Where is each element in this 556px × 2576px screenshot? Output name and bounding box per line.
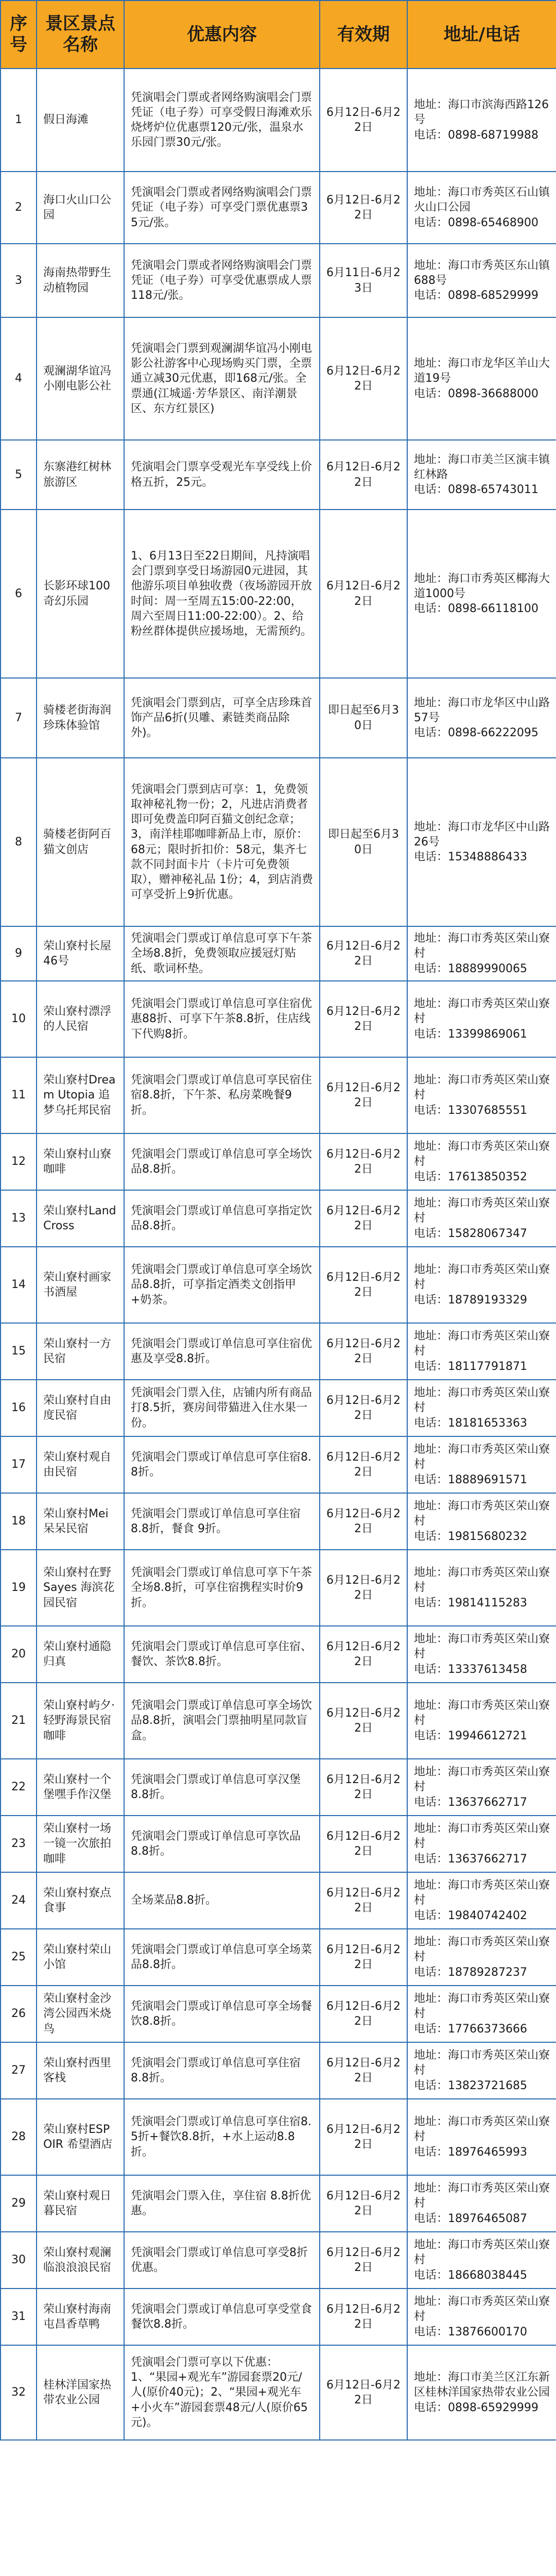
valid-period: 6月12日-6月22日 xyxy=(320,2042,407,2099)
scene-name: 海口火山口公园 xyxy=(37,172,124,244)
table-row xyxy=(1,1380,556,1436)
address-text: 地址：海口市秀英区荣山寮村 xyxy=(414,1566,550,1595)
scene-name: 荣山寮村观日暮民宿 xyxy=(37,2175,124,2232)
table-header-row xyxy=(1,1,556,69)
table-row xyxy=(1,2289,556,2345)
header-offer: 优惠内容 xyxy=(124,1,320,69)
valid-period: 6月12日-6月22日 xyxy=(320,1929,407,1986)
valid-period: 6月12日-6月22日 xyxy=(320,2345,407,2440)
scene-name: 荣山寮村荣山小馆 xyxy=(37,1929,124,1986)
contact-cell xyxy=(407,172,556,244)
address-text: 地址：海口市秀英区荣山寮村 xyxy=(414,1822,550,1851)
valid-period: 6月12日-6月22日 xyxy=(320,1626,407,1683)
phone-text: 电话：18976465993 xyxy=(414,2145,527,2159)
scene-name: 荣山寮村Mei 呆呆民宿 xyxy=(37,1493,124,1550)
scene-name: 荣山寮村画家书酒屋 xyxy=(37,1247,124,1323)
valid-period: 6月12日-6月22日 xyxy=(320,1683,407,1759)
valid-period: 6月12日-6月22日 xyxy=(320,1493,407,1550)
row-number: 29 xyxy=(1,2175,37,2232)
scene-name: 荣山寮村观自由民宿 xyxy=(37,1436,124,1493)
phone-text: 电话：13637662717 xyxy=(414,1795,527,1809)
row-number: 27 xyxy=(1,2042,37,2099)
table-row xyxy=(1,1247,556,1323)
offer-text: 凭演唱会门票入住，享住宿 8.8折优惠。 xyxy=(124,2175,320,2232)
row-number: 14 xyxy=(1,1247,37,1323)
row-number: 18 xyxy=(1,1493,37,1550)
table-row xyxy=(1,1986,556,2042)
offer-text: 凭演唱会门票或订单信息可享住宿8.8折。 xyxy=(124,1436,320,1493)
contact-cell xyxy=(407,2345,556,2440)
address-text: 地址：海口市秀英区荣山寮村 xyxy=(414,1633,550,1661)
row-number: 26 xyxy=(1,1986,37,2042)
scene-name: 荣山寮村ESPOIR 希望酒店 xyxy=(37,2099,124,2175)
scene-name: 荣山寮村一场一镜一次旅拍咖啡 xyxy=(37,1816,124,1872)
address-text: 地址：海口市龙华区中山路57号 xyxy=(414,696,550,724)
phone-text: 电话：18889691571 xyxy=(414,1473,527,1486)
valid-period: 6月12日-6月22日 xyxy=(320,172,407,244)
offer-text: 全场菜品8.8折。 xyxy=(124,1872,320,1929)
phone-text: 电话：18976465087 xyxy=(414,2212,527,2225)
contact-cell xyxy=(407,2175,556,2232)
valid-period: 6月12日-6月22日 xyxy=(320,317,407,440)
address-text: 地址：海口市秀英区荣山寮村 xyxy=(414,2049,550,2077)
row-number: 16 xyxy=(1,1380,37,1436)
offer-text: 凭演唱会门票或订单信息可享全场饮品8.8折，演唱会门票抽明星同款盲盒。 xyxy=(124,1683,320,1759)
offer-text: 凭演唱会门票或订单信息可享住宿 8.8折，餐食 9折。 xyxy=(124,1493,320,1550)
contact-cell xyxy=(407,1190,556,1247)
address-text: 地址：海口市秀英区荣山寮村 xyxy=(414,1879,550,1907)
row-number: 20 xyxy=(1,1626,37,1683)
scene-name: 荣山寮村寮点食事 xyxy=(37,1872,124,1929)
offer-text: 1、6月13日至22日期间，凡持演唱会门票到享受日场游园0元进园，其他游乐项目单独收费（夜场游园开放时间：周一至周五15:00-22:00，周六至周日11:00-22:00）。2、给粉丝群体提供应援场地，无需预约。 xyxy=(124,510,320,678)
offer-text: 凭演唱会门票或者网络购演唱会门票凭证（电子券）可享受假日海滩欢乐烧烤炉位优惠票120元/张，温泉水乐园门票30元/张。 xyxy=(124,69,320,172)
phone-text: 电话：0898-68719988 xyxy=(414,128,538,142)
phone-text: 电话：19814115283 xyxy=(414,1596,527,1609)
row-number: 3 xyxy=(1,244,37,317)
contact-cell xyxy=(407,2099,556,2175)
phone-text: 电话：13337613458 xyxy=(414,1663,527,1676)
address-text: 地址：海口市美兰区江东新区桂林洋国家热带农业公园 xyxy=(414,2371,550,2399)
address-text: 地址：海口市秀英区荣山寮村 xyxy=(414,997,550,1026)
valid-period: 6月12日-6月22日 xyxy=(320,926,407,981)
row-number: 19 xyxy=(1,1550,37,1626)
row-number: 21 xyxy=(1,1683,37,1759)
address-text: 地址：海口市秀英区荣山寮村 xyxy=(414,932,550,960)
contact-cell xyxy=(407,510,556,678)
address-text: 地址：海口市秀英区椰海大道1000号 xyxy=(414,572,550,600)
scene-name: 东寨港红树林旅游区 xyxy=(37,440,124,510)
address-text: 地址：海口市秀英区东山镇688号 xyxy=(414,259,550,287)
contact-cell xyxy=(407,69,556,172)
table-row xyxy=(1,1057,556,1133)
row-number: 8 xyxy=(1,758,37,926)
row-number: 10 xyxy=(1,981,37,1057)
table-row xyxy=(1,2099,556,2175)
address-text: 地址：海口市秀英区荣山寮村 xyxy=(414,2182,550,2210)
row-number: 9 xyxy=(1,926,37,981)
table-row xyxy=(1,1133,556,1190)
table-row xyxy=(1,1493,556,1550)
phone-text: 电话：0898-68529999 xyxy=(414,289,538,302)
contact-cell xyxy=(407,2042,556,2099)
table-row xyxy=(1,1816,556,1872)
phone-text: 电话：0898-65929999 xyxy=(414,2401,538,2414)
valid-period: 6月12日-6月22日 xyxy=(320,1190,407,1247)
table-row xyxy=(1,981,556,1057)
table-row xyxy=(1,2232,556,2289)
address-text: 地址：海口市秀英区荣山寮村 xyxy=(414,2239,550,2267)
table-row xyxy=(1,1683,556,1759)
valid-period: 6月12日-6月22日 xyxy=(320,1323,407,1380)
header-period: 有效期 xyxy=(320,1,407,69)
address-text: 地址：海口市龙华区中山路26号 xyxy=(414,820,550,849)
row-number: 25 xyxy=(1,1929,37,1986)
offer-text: 凭演唱会门票可享以下优惠：1、“果园+观光车”游园套票20元/人(原价40元)；2、“果园+观光车+小火车”游园套票48元/人(原价65元)。 xyxy=(124,2345,320,2440)
contact-cell xyxy=(407,981,556,1057)
address-text: 地址：海口市秀英区荣山寮村 xyxy=(414,1330,550,1358)
contact-cell xyxy=(407,1550,556,1626)
address-text: 地址：海口市秀英区荣山寮村 xyxy=(414,1263,550,1292)
offer-text: 凭演唱会门票或订单信息可享住宿8.5折+餐饮8.8折，+水上运动8.8折。 xyxy=(124,2099,320,2175)
table-row xyxy=(1,69,556,172)
scene-name: 骑楼老街阿百猫文创店 xyxy=(37,758,124,926)
table-row xyxy=(1,317,556,440)
scene-name: 海南热带野生动植物园 xyxy=(37,244,124,317)
offer-text: 凭演唱会门票或订单信息可享住宿 8.8折。 xyxy=(124,2042,320,2099)
address-text: 地址：海口市滨海西路126号 xyxy=(414,98,549,127)
valid-period: 6月12日-6月22日 xyxy=(320,1436,407,1493)
phone-text: 电话：0898-65468900 xyxy=(414,216,538,229)
contact-cell xyxy=(407,2289,556,2345)
offer-text: 凭演唱会门票或订单信息可享下午茶全场8.8折，可享住宿携程实时价9折。 xyxy=(124,1550,320,1626)
address-text: 地址：海口市秀英区荣山寮村 xyxy=(414,1074,550,1102)
phone-text: 电话：13876600170 xyxy=(414,2325,527,2338)
contact-cell xyxy=(407,244,556,317)
offer-text: 凭演唱会门票或者网络购演唱会门票凭证（电子券）可享受优惠票成人票118元/张。 xyxy=(124,244,320,317)
phone-text: 电话：15348886433 xyxy=(414,851,527,864)
offer-text: 凭演唱会门票或订单信息可享住宿优惠及享受8.8折。 xyxy=(124,1323,320,1380)
scene-name: 荣山寮村屿夕·轻野海景民宿咖啡 xyxy=(37,1683,124,1759)
scene-name: 荣山寮村Dream Utopia 追梦乌托邦民宿 xyxy=(37,1057,124,1133)
row-number: 28 xyxy=(1,2099,37,2175)
scene-name: 骑楼老街海润珍珠体验馆 xyxy=(37,678,124,758)
valid-period: 6月12日-6月22日 xyxy=(320,1550,407,1626)
table-row xyxy=(1,1626,556,1683)
contact-cell xyxy=(407,1493,556,1550)
address-text: 地址：海口市美兰区演丰镇红林路 xyxy=(414,453,550,481)
table-row xyxy=(1,1759,556,1816)
table-row xyxy=(1,1929,556,1986)
valid-period: 6月12日-6月22日 xyxy=(320,1247,407,1323)
table-row xyxy=(1,1190,556,1247)
scene-name: 荣山寮村山寮咖啡 xyxy=(37,1133,124,1190)
phone-text: 电话：13399869061 xyxy=(414,1027,527,1041)
valid-period: 6月12日-6月22日 xyxy=(320,1380,407,1436)
phone-text: 电话：18789193329 xyxy=(414,1293,527,1307)
row-number: 13 xyxy=(1,1190,37,1247)
address-text: 地址：海口市秀英区荣山寮村 xyxy=(414,1443,550,1471)
header-contact: 地址/电话 xyxy=(407,1,556,69)
table-row xyxy=(1,1323,556,1380)
phone-text: 电话：19946612721 xyxy=(414,1729,527,1742)
valid-period: 6月12日-6月22日 xyxy=(320,2175,407,2232)
table-row xyxy=(1,1872,556,1929)
address-text: 地址：海口市秀英区荣山寮村 xyxy=(414,1699,550,1727)
row-number: 6 xyxy=(1,510,37,678)
contact-cell xyxy=(407,1626,556,1683)
offer-text: 凭演唱会门票或订单信息可享住宿、餐饮、茶饮8.8折。 xyxy=(124,1626,320,1683)
address-text: 地址：海口市秀英区石山镇火山口公园 xyxy=(414,186,550,214)
offer-text: 凭演唱会门票或订单信息可享全场菜品8.8折。 xyxy=(124,1929,320,1986)
contact-cell xyxy=(407,1436,556,1493)
scene-name: 荣山寮村西里客栈 xyxy=(37,2042,124,2099)
offer-text: 凭演唱会门票或订单信息可享全场饮品8.8折，可享指定酒类文创指甲+奶茶。 xyxy=(124,1247,320,1323)
valid-period: 6月12日-6月22日 xyxy=(320,2099,407,2175)
contact-cell xyxy=(407,1986,556,2042)
contact-cell xyxy=(407,1057,556,1133)
contact-cell xyxy=(407,1816,556,1872)
scene-name: 荣山寮村一方民宿 xyxy=(37,1323,124,1380)
address-text: 地址：海口市秀英区荣山寮村 xyxy=(414,1386,550,1415)
scene-name: 假日海滩 xyxy=(37,69,124,172)
offer-text: 凭演唱会门票到观澜湖华谊冯小刚电影公社游客中心现场购买门票，全票通立减30元优惠，即168元/张。全票通(江城遥·芳华景区、南洋潮景区、东方红景区) xyxy=(124,317,320,440)
address-text: 地址：海口市秀英区荣山寮村 xyxy=(414,2115,550,2144)
scene-name: 荣山寮村在野Sayes 海滨花园民宿 xyxy=(37,1550,124,1626)
contact-cell xyxy=(407,440,556,510)
offer-text: 凭演唱会门票或订单信息可享住宿优惠88折、可享下午茶8.8折，住店线下代购8折。 xyxy=(124,981,320,1057)
phone-text: 电话：17766373666 xyxy=(414,2022,527,2036)
contact-cell xyxy=(407,317,556,440)
valid-period: 6月12日-6月22日 xyxy=(320,69,407,172)
row-number: 1 xyxy=(1,69,37,172)
phone-text: 电话：17613850352 xyxy=(414,1170,527,1183)
phone-text: 电话：0898-66222095 xyxy=(414,726,538,740)
phone-text: 电话：18181653363 xyxy=(414,1416,527,1430)
valid-period: 6月12日-6月22日 xyxy=(320,440,407,510)
valid-period: 6月12日-6月22日 xyxy=(320,2289,407,2345)
scene-name: 荣山寮村漂浮的人民宿 xyxy=(37,981,124,1057)
address-text: 地址：海口市秀英区荣山寮村 xyxy=(414,1500,550,1528)
scene-name: 桂林洋国家热带农业公园 xyxy=(37,2345,124,2440)
scene-name: 长影环球100奇幻乐园 xyxy=(37,510,124,678)
table-row xyxy=(1,244,556,317)
offer-text: 凭演唱会门票或订单信息可享民宿住宿8.8折，下午茶、私房菜晚餐9折。 xyxy=(124,1057,320,1133)
valid-period: 6月12日-6月22日 xyxy=(320,1816,407,1872)
valid-period: 6月11日-6月23日 xyxy=(320,244,407,317)
valid-period: 6月12日-6月22日 xyxy=(320,1986,407,2042)
phone-text: 电话：18789287237 xyxy=(414,1965,527,1979)
address-text: 地址：海口市秀英区荣山寮村 xyxy=(414,1936,550,1964)
header-scene: 景区景点名称 xyxy=(37,1,124,69)
contact-cell xyxy=(407,1247,556,1323)
table-row xyxy=(1,510,556,678)
phone-text: 电话：13307685551 xyxy=(414,1104,527,1117)
row-number: 12 xyxy=(1,1133,37,1190)
table-row xyxy=(1,2175,556,2232)
contact-cell xyxy=(407,1872,556,1929)
valid-period: 6月12日-6月22日 xyxy=(320,981,407,1057)
row-number: 2 xyxy=(1,172,37,244)
phone-text: 电话：19840742402 xyxy=(414,1909,527,1922)
address-text: 地址：海口市秀英区荣山寮村 xyxy=(414,1766,550,1794)
offer-text: 凭演唱会门票享受观光车享受线上价格五折，25元。 xyxy=(124,440,320,510)
scene-name: 荣山寮村自由度民宿 xyxy=(37,1380,124,1436)
phone-text: 电话：0898-66118100 xyxy=(414,602,538,616)
row-number: 7 xyxy=(1,678,37,758)
address-text: 地址：海口市秀英区荣山寮村 xyxy=(414,1197,550,1225)
header-no: 序号 xyxy=(1,1,37,69)
row-number: 22 xyxy=(1,1759,37,1816)
table-row xyxy=(1,2042,556,2099)
offer-text: 凭演唱会门票到店，可享全店珍珠首饰产品6折(贝雕、素链类商品除外)。 xyxy=(124,678,320,758)
offer-text: 凭演唱会门票或订单信息可享全场餐饮8.8折。 xyxy=(124,1986,320,2042)
offer-text: 凭演唱会门票或订单信息可享受8折优惠。 xyxy=(124,2232,320,2289)
phone-text: 电话：19815680232 xyxy=(414,1530,527,1543)
table-row xyxy=(1,926,556,981)
contact-cell xyxy=(407,1929,556,1986)
table-row xyxy=(1,2345,556,2440)
scene-name: 荣山寮村长屋46号 xyxy=(37,926,124,981)
contact-cell xyxy=(407,1133,556,1190)
contact-cell xyxy=(407,1323,556,1380)
address-text: 地址：海口市秀英区荣山寮村 xyxy=(414,2295,550,2324)
table-row xyxy=(1,758,556,926)
phone-text: 电话：0898-65743011 xyxy=(414,483,538,497)
row-number: 11 xyxy=(1,1057,37,1133)
valid-period: 6月12日-6月22日 xyxy=(320,510,407,678)
phone-text: 电话：18668038445 xyxy=(414,2268,527,2282)
address-text: 地址：海口市龙华区羊山大道19号 xyxy=(414,357,550,385)
offer-text: 凭演唱会门票或者网络购演唱会门票凭证（电子券）可享受门票优惠票35元/张。 xyxy=(124,172,320,244)
offer-text: 凭演唱会门票或订单信息可享汉堡 8.8折。 xyxy=(124,1759,320,1816)
table-row xyxy=(1,172,556,244)
offer-text: 凭演唱会门票或订单信息可享下午茶全场8.8折，免费领取应援冠灯贴纸、歌词杯垫。 xyxy=(124,926,320,981)
scene-name: 荣山寮村金沙湾公园西米烧鸟 xyxy=(37,1986,124,2042)
phone-text: 电话：0898-36688000 xyxy=(414,387,538,400)
phone-text: 电话：15828067347 xyxy=(414,1227,527,1240)
valid-period: 即日起至6月30日 xyxy=(320,758,407,926)
row-number: 32 xyxy=(1,2345,37,2440)
scene-name: 荣山寮村LandCross xyxy=(37,1190,124,1247)
scene-name: 荣山寮村通隐归真 xyxy=(37,1626,124,1683)
row-number: 4 xyxy=(1,317,37,440)
valid-period: 6月12日-6月22日 xyxy=(320,1759,407,1816)
address-text: 地址：海口市秀英区荣山寮村 xyxy=(414,1992,550,2021)
phone-text: 电话：13823721685 xyxy=(414,2079,527,2092)
contact-cell xyxy=(407,758,556,926)
contact-cell xyxy=(407,1380,556,1436)
valid-period: 6月12日-6月22日 xyxy=(320,1057,407,1133)
table-row xyxy=(1,1550,556,1626)
contact-cell xyxy=(407,1759,556,1816)
valid-period: 6月12日-6月22日 xyxy=(320,2232,407,2289)
address-text: 地址：海口市秀英区荣山寮村 xyxy=(414,1140,550,1168)
scene-name: 荣山寮村海南屯昌香草鸭 xyxy=(37,2289,124,2345)
offer-text: 凭演唱会门票或订单信息可享饮品 8.8折。 xyxy=(124,1816,320,1872)
row-number: 31 xyxy=(1,2289,37,2345)
row-number: 24 xyxy=(1,1872,37,1929)
phone-text: 电话：13637662717 xyxy=(414,1852,527,1866)
offer-text: 凭演唱会门票或订单信息可享全场饮品8.8折。 xyxy=(124,1133,320,1190)
contact-cell xyxy=(407,1683,556,1759)
offer-text: 凭演唱会门票入住，店铺内所有商品打8.5折，赛房间带猫进入住水果一份。 xyxy=(124,1380,320,1436)
row-number: 23 xyxy=(1,1816,37,1872)
phone-text: 电话：18889990065 xyxy=(414,962,527,975)
row-number: 17 xyxy=(1,1436,37,1493)
scene-name: 荣山寮村观澜临浪浪浪民宿 xyxy=(37,2232,124,2289)
row-number: 5 xyxy=(1,440,37,510)
scene-name: 荣山寮村一个堡嘿手作汉堡 xyxy=(37,1759,124,1816)
row-number: 15 xyxy=(1,1323,37,1380)
offer-text: 凭演唱会门票到店可享：1，免费领取神秘礼物一份；2，凡进店消费者即可免费盖印阿百猫文创纪念章；3，南洋桂耶咖啡新品上市，原价：68元；限时折扣价：58元，集齐七款不同封面卡片（卡片可免费领取），赠神秘礼品 1份；4，到店消费可享受折上9折优惠。 xyxy=(124,758,320,926)
table-row xyxy=(1,1436,556,1493)
offer-text: 凭演唱会门票或订单信息可享指定饮品8.8折。 xyxy=(124,1190,320,1247)
phone-text: 电话：18117791871 xyxy=(414,1360,527,1373)
offer-text: 凭演唱会门票或订单信息可享受堂食餐饮8.8折。 xyxy=(124,2289,320,2345)
contact-cell xyxy=(407,2232,556,2289)
valid-period: 即日起至6月30日 xyxy=(320,678,407,758)
valid-period: 6月12日-6月22日 xyxy=(320,1133,407,1190)
contact-cell xyxy=(407,926,556,981)
scene-name: 观澜湖华谊冯小刚电影公社 xyxy=(37,317,124,440)
row-number: 30 xyxy=(1,2232,37,2289)
table-row xyxy=(1,678,556,758)
valid-period: 6月12日-6月22日 xyxy=(320,1872,407,1929)
table-row xyxy=(1,440,556,510)
contact-cell xyxy=(407,678,556,758)
